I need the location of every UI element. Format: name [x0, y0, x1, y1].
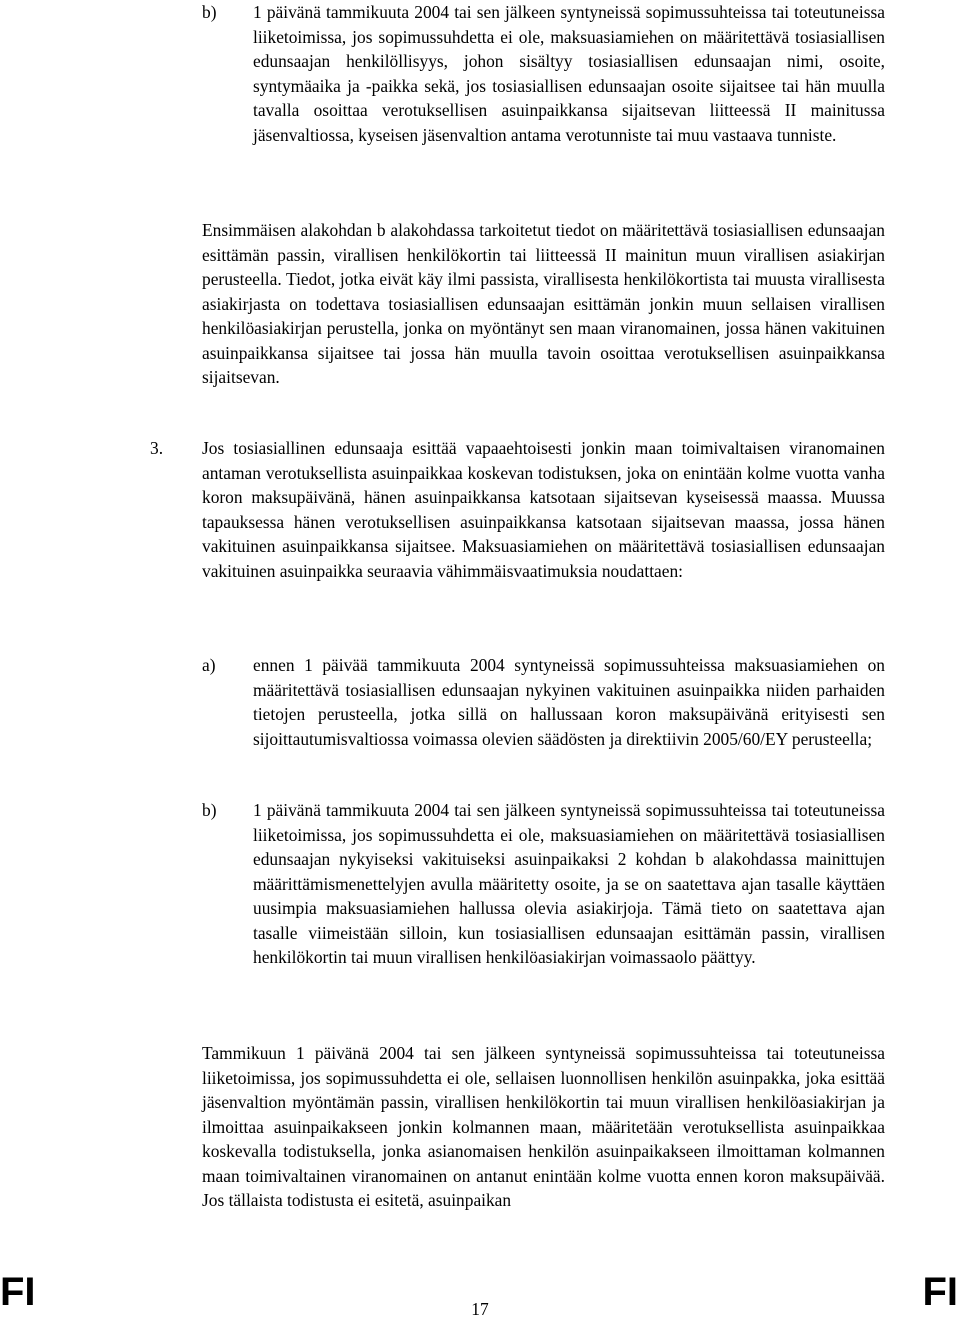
item-a-text: ennen 1 päivää tammikuuta 2004 syntyneissä sopimussuhteissa maksuasiamiehen on määritettävä tosiasiallisen edunsaajan nykyinen vakituinen asuinpaikka niiden parhaiden tietojen perusteella, jotka sillä on hallussaan koron maksupäivänä erityisesti sen sijoittautumisvaltiossa voimassa olevien säädösten ja direktiivin 2005/60/EY perusteella; [253, 655, 885, 749]
item-b-top-label: b) [202, 2, 217, 22]
item-b-label: b) [202, 800, 217, 820]
item-a-label: a) [202, 655, 216, 675]
section-3-text: Jos tosiasiallinen edunsaaja esittää vapaaehtoisesti jonkin maan toimivaltaisen viranomainen antaman verotuksellista asuinpaikkaa koskevan todistuksen, joka on enintään kolme vuotta vanha koron maksupäivänä, hänen asuinpaikkansa katsotaan sijaitsevan kyseisessä maassa. Muussa tapauksessa hänen verotuksellisen asuinpaikkansa katsotaan sijaitsevan maassa, jossa hänen vakituinen asuinpaikkansa sijaitsee. Maksuasiamiehen on määritettävä tosiasiallisen edunsaajan vakituinen asuinpaikka seuraavia vähimmäisvaatimuksia noudattaen: [202, 438, 885, 581]
item-b-text: 1 päivänä tammikuuta 2004 tai sen jälkeen syntyneissä sopimussuhteissa tai toteutuneissa liiketoimissa, jos sopimussuhdetta ei ole, maksuasiamiehen on määritettävä tosiasiallisen edunsaajan nykyiseksi vakituiseksi asuinpaikaksi 2 kohdan b alakohdassa mainittujen määrittämismenettelyjen avulla määritetty osoite, ja se on saatettava ajan tasalle käyttäen uusimpia maksuasiamiehen hallussa olevia asiakirjoja. Tämä tieto on saatettava ajan tasalle viimeistään silloin, kun tosiasiallisen edunsaajan esittämän passin, virallisen henkilökortin tai muun virallisen henkilöasiakirjan voimassaolo päättyy. [253, 800, 885, 967]
paragraph-first-subparagraph: Ensimmäisen alakohdan b alakohdassa tarkoitetut tiedot on määritettävä tosiasiallisen edunsaajan esittämän passin, virallisen henkilökortin tai liitteessä II mainitun muun virallisen asiakirjan perusteella. Tiedot, jotka eivät käy ilmi passista, virallisesta henkilökortista tai muusta virallisesta asiakirjasta on todettava tosiasiallisen edunsaajan esittämän jonkin muun sellaisen virallisen henkilöasiakirjan perustella, jonka on myöntänyt sen maan viranomainen, jossa hänen vakituinen asuinpaikkansa sijaitsee tai jossa hän muulla tavoin osoittaa verotuksellisen asuinpaikkansa sijaitsevan. [202, 220, 885, 387]
footer-language-left: FI [0, 1270, 36, 1314]
footer-language-right: FI [922, 1270, 958, 1314]
section-3-label: 3. [150, 438, 164, 458]
paragraph-final: Tammikuun 1 päivänä 2004 tai sen jälkeen syntyneissä sopimussuhteissa tai toteutuneissa liiketoimissa, jos sopimussuhdetta ei ole, sellaisen luonnollisen henkilön asuinpakka, joka esittää jäsenvaltion myöntämän passin, virallisen henkilökortin tai muun virallisen henkilöasiakirjan ja ilmoittaa asuinpaikakseen jonkin kolmannen maan, määritetään verotuksellista asuinpaikkaa koskevalla todistuksella, jonka asianomaisen henkilön asuinpaikakseen ilmoittaman kolmannen maan toimivaltainen viranomainen on antanut enintään kolme vuotta ennen koron maksupäivää. Jos tällaista todistusta ei esitetä, asuinpaikan [202, 1043, 885, 1210]
item-b-top-text: 1 päivänä tammikuuta 2004 tai sen jälkeen syntyneissä sopimussuhteissa tai toteutuneissa liiketoimissa, jos sopimussuhdetta ei ole, maksuasiamiehen on määritettävä tosiasiallisen edunsaajan henkilöllisyys, johon sisältyy tosiasiallisen edunsaajan nimi, osoite, syntymäaika ja -paikka sekä, jos tosiasiallisen edunsaajan osoite sijaitsee tai hän muulla tavalla osoittaa verotuksellisen asuinpaikkansa sijaitsevan liitteessä II mainitussa jäsenvaltiossa, kyseisen jäsenvaltion antama verotunniste tai muu vastaava tunniste. [253, 2, 885, 145]
page-number: 17 [471, 1299, 489, 1319]
